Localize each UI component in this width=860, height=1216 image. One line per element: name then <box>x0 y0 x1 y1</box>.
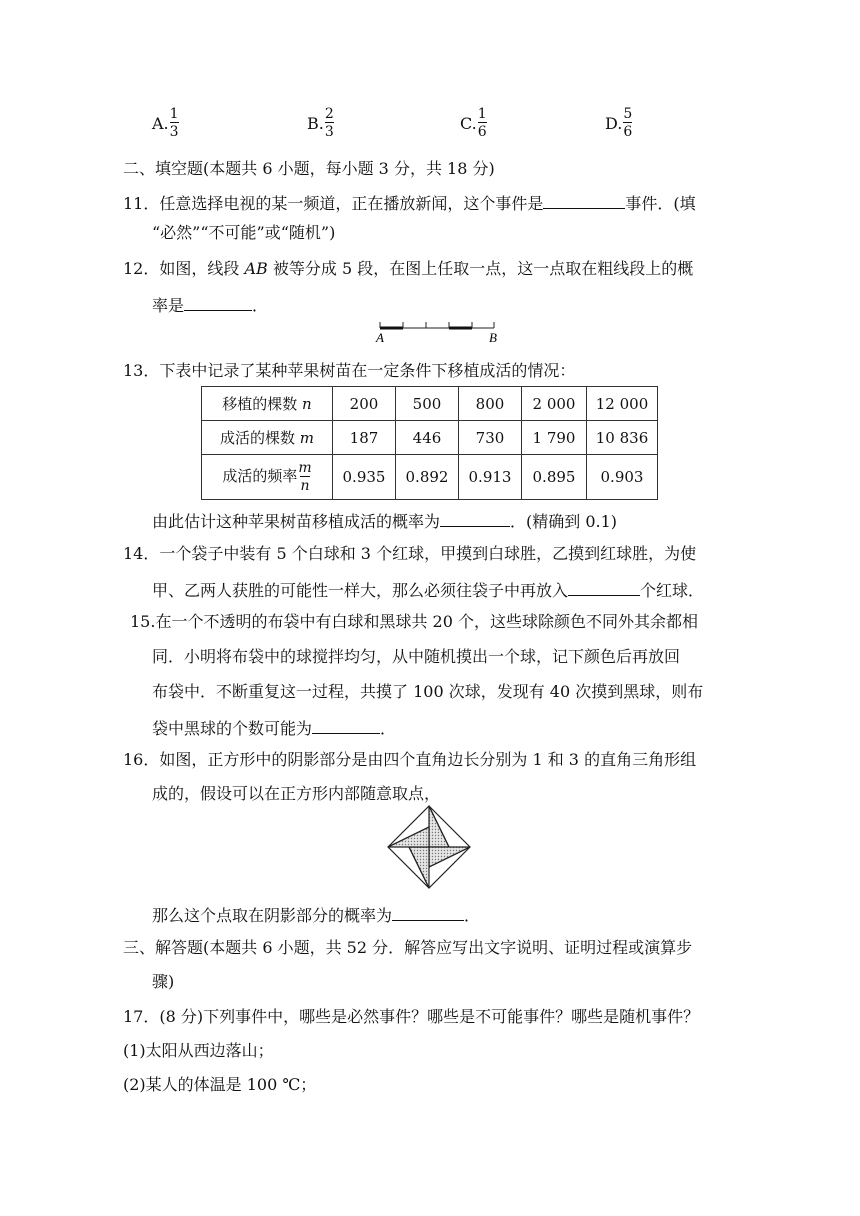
label-a: A <box>376 330 384 344</box>
table-cell: 10 836 <box>587 421 658 455</box>
table-cell: 2 000 <box>522 387 587 421</box>
question-13-intro: 13．下表中记录了某种苹果树苗在一定条件下移植成活的情况： <box>123 361 576 380</box>
table-cell: 0.895 <box>522 455 587 500</box>
table-cell: 446 <box>396 421 459 455</box>
fraction: $\frac{1}{6}$ <box>477 106 487 140</box>
table-cell: 1 790 <box>522 421 587 455</box>
table-cell: 0.892 <box>396 455 459 500</box>
question-16-line-3: 那么这个点取在阴影部分的概率为 ． <box>152 902 480 927</box>
option-a <box>152 106 179 140</box>
question-16-line-1: 16．如图，正方形中的阴影部分是由四个直角边长分别为 1 和 3 的直角三角形组 <box>123 750 697 769</box>
fraction: $\frac{5}{6}$ <box>623 106 633 140</box>
row-label: 成活的频率 $\frac{m}{n}$ <box>202 455 333 500</box>
table-cell: 187 <box>333 421 396 455</box>
question-11-line-2: “必然”“不可能”或“随机”) <box>152 223 336 242</box>
question-17-item-2: (2)某人的体温是 100 ℃； <box>123 1075 317 1094</box>
question-13-tail: 由此估计这种苹果树苗移植成活的概率为 ．(精确到 0.1) <box>152 508 617 533</box>
table-cell: 0.935 <box>333 455 396 500</box>
option-b <box>307 106 334 140</box>
answer-blank[interactable] <box>543 190 625 209</box>
option-letter: B. <box>307 113 324 133</box>
table-cell: 0.913 <box>459 455 522 500</box>
question-16-line-2: 成的，假设可以在正方形内部随意取点， <box>152 784 441 803</box>
table-cell: 730 <box>459 421 522 455</box>
question-12-line-1: 12．如图，线段 AB 被等分成 5 段，在图上任取一点，这一点取在粗线段上的概 <box>123 259 694 278</box>
table-cell: 200 <box>333 387 396 421</box>
option-d <box>605 106 632 140</box>
segment-ab-figure <box>372 318 504 344</box>
option-c <box>460 106 487 140</box>
option-letter: D. <box>605 113 623 133</box>
option-letter: C. <box>460 113 477 133</box>
table-row <box>202 387 658 421</box>
pinwheel-square-figure <box>386 804 472 890</box>
answer-blank[interactable] <box>440 508 510 527</box>
fraction: $\frac{1}{3}$ <box>169 106 179 140</box>
row-label: 成活的棵数 m <box>202 421 333 455</box>
answer-blank[interactable] <box>184 292 252 311</box>
question-14-line-2: 甲、乙两人获胜的可能性一样大，那么必须往袋子中再放入 个红球． <box>152 577 704 602</box>
table-row <box>202 455 658 500</box>
survival-table <box>201 386 658 500</box>
answer-blank[interactable] <box>392 902 464 921</box>
question-12-line-2: 率是 ． <box>152 292 268 317</box>
question-17-item-1: (1)太阳从西边落山； <box>123 1041 274 1060</box>
table-cell: 0.903 <box>587 455 658 500</box>
section-2-heading: 二、填空题(本题共 6 小题，每小题 3 分，共 18 分) <box>123 159 495 178</box>
answer-blank[interactable] <box>568 577 640 596</box>
question-11-line-1: 11．任意选择电视的某一频道，正在播放新闻，这个事件是 事件．(填 <box>123 190 696 215</box>
answer-blank[interactable] <box>312 715 380 734</box>
row-label: 移植的棵数 n <box>202 387 333 421</box>
table-cell: 800 <box>459 387 522 421</box>
fraction: $\frac{m}{n}$ <box>298 460 312 494</box>
fraction: $\frac{2}{3}$ <box>324 106 334 140</box>
question-17-line-1: 17．(8 分)下列事件中，哪些是必然事件？哪些是不可能事件？哪些是随机事件？ <box>123 1007 700 1026</box>
question-14-line-1: 14．一个袋子中装有 5 个白球和 3 个红球，甲摸到白球胜，乙摸到红球胜，为使 <box>123 544 697 563</box>
table-cell: 500 <box>396 387 459 421</box>
question-15-line-2: 同．小明将布袋中的球搅拌均匀，从中随机摸出一个球，记下颜色后再放回 <box>152 647 681 666</box>
question-15-line-3: 布袋中．不断重复这一过程，共摸了 100 次球，发现有 40 次摸到黑球，则布 <box>152 682 704 701</box>
option-letter: A. <box>152 113 169 133</box>
table-row <box>202 421 658 455</box>
question-15-line-1: 15.在一个不透明的布袋中有白球和黑球共 20 个，这些球除颜色不同外其余都相 <box>130 612 698 631</box>
section-3-heading-line-2: 骤) <box>152 972 175 991</box>
question-15-line-4: 袋中黑球的个数可能为 ． <box>152 715 396 740</box>
section-3-heading-line-1: 三、解答题(本题共 6 小题，共 52 分．解答应写出文字说明、证明过程或演算步 <box>123 938 693 957</box>
table-cell: 12 000 <box>587 387 658 421</box>
label-b: B <box>489 330 497 344</box>
